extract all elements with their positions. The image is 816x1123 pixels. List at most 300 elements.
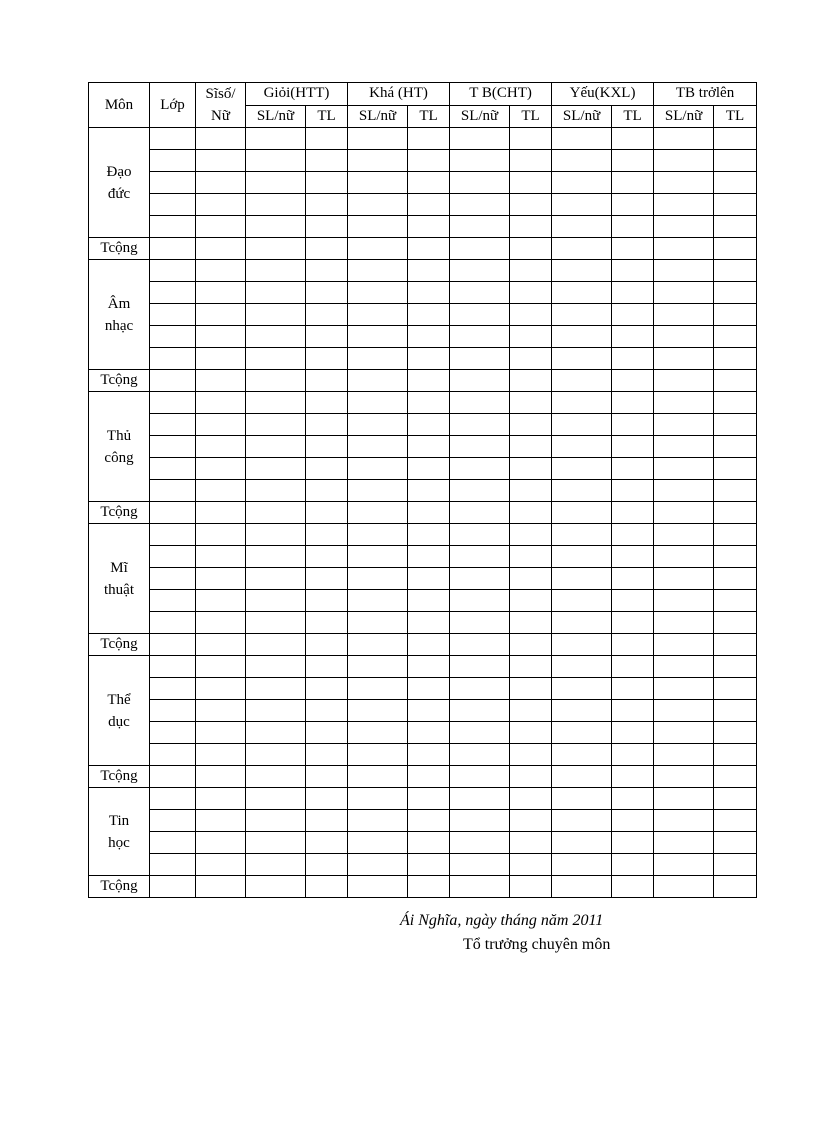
data-cell[interactable] bbox=[450, 392, 510, 414]
data-cell[interactable] bbox=[612, 700, 654, 722]
data-cell[interactable] bbox=[408, 546, 450, 568]
data-cell[interactable] bbox=[552, 128, 612, 150]
data-cell[interactable] bbox=[654, 744, 714, 766]
data-cell[interactable] bbox=[552, 194, 612, 216]
data-cell[interactable] bbox=[654, 832, 714, 854]
data-cell[interactable] bbox=[450, 414, 510, 436]
data-cell[interactable] bbox=[612, 260, 654, 282]
data-cell[interactable] bbox=[408, 304, 450, 326]
data-cell[interactable] bbox=[408, 524, 450, 546]
data-cell[interactable] bbox=[348, 700, 408, 722]
data-cell[interactable] bbox=[348, 480, 408, 502]
total-cell[interactable] bbox=[612, 766, 654, 788]
data-cell[interactable] bbox=[450, 854, 510, 876]
data-cell[interactable] bbox=[510, 590, 552, 612]
data-cell[interactable] bbox=[408, 810, 450, 832]
data-cell[interactable] bbox=[714, 260, 757, 282]
data-cell[interactable] bbox=[348, 458, 408, 480]
data-cell[interactable] bbox=[450, 326, 510, 348]
data-cell[interactable] bbox=[408, 392, 450, 414]
data-cell[interactable] bbox=[246, 700, 306, 722]
data-cell[interactable] bbox=[450, 436, 510, 458]
data-cell[interactable] bbox=[196, 172, 246, 194]
data-cell[interactable] bbox=[714, 546, 757, 568]
data-cell[interactable] bbox=[306, 216, 348, 238]
data-cell[interactable] bbox=[612, 414, 654, 436]
data-cell[interactable] bbox=[408, 194, 450, 216]
data-cell[interactable] bbox=[450, 568, 510, 590]
total-cell[interactable] bbox=[408, 238, 450, 260]
data-cell[interactable] bbox=[306, 260, 348, 282]
data-cell[interactable] bbox=[150, 656, 196, 678]
data-cell[interactable] bbox=[510, 128, 552, 150]
data-cell[interactable] bbox=[150, 722, 196, 744]
total-cell[interactable] bbox=[196, 370, 246, 392]
data-cell[interactable] bbox=[450, 546, 510, 568]
data-cell[interactable] bbox=[450, 282, 510, 304]
data-cell[interactable] bbox=[196, 326, 246, 348]
data-cell[interactable] bbox=[196, 854, 246, 876]
data-cell[interactable] bbox=[654, 590, 714, 612]
data-cell[interactable] bbox=[246, 414, 306, 436]
data-cell[interactable] bbox=[654, 326, 714, 348]
data-cell[interactable] bbox=[510, 546, 552, 568]
data-cell[interactable] bbox=[408, 678, 450, 700]
data-cell[interactable] bbox=[348, 436, 408, 458]
data-cell[interactable] bbox=[510, 700, 552, 722]
data-cell[interactable] bbox=[306, 854, 348, 876]
data-cell[interactable] bbox=[348, 656, 408, 678]
data-cell[interactable] bbox=[306, 810, 348, 832]
data-cell[interactable] bbox=[714, 722, 757, 744]
data-cell[interactable] bbox=[654, 722, 714, 744]
data-cell[interactable] bbox=[408, 282, 450, 304]
data-cell[interactable] bbox=[714, 414, 757, 436]
total-cell[interactable] bbox=[510, 238, 552, 260]
data-cell[interactable] bbox=[450, 810, 510, 832]
data-cell[interactable] bbox=[612, 150, 654, 172]
data-cell[interactable] bbox=[150, 458, 196, 480]
data-cell[interactable] bbox=[612, 854, 654, 876]
data-cell[interactable] bbox=[552, 326, 612, 348]
data-cell[interactable] bbox=[246, 546, 306, 568]
data-cell[interactable] bbox=[196, 788, 246, 810]
data-cell[interactable] bbox=[150, 216, 196, 238]
total-cell[interactable] bbox=[306, 370, 348, 392]
data-cell[interactable] bbox=[348, 216, 408, 238]
data-cell[interactable] bbox=[510, 414, 552, 436]
data-cell[interactable] bbox=[612, 304, 654, 326]
data-cell[interactable] bbox=[306, 546, 348, 568]
total-cell[interactable] bbox=[450, 370, 510, 392]
data-cell[interactable] bbox=[552, 722, 612, 744]
total-cell[interactable] bbox=[510, 370, 552, 392]
data-cell[interactable] bbox=[450, 524, 510, 546]
data-cell[interactable] bbox=[196, 524, 246, 546]
data-cell[interactable] bbox=[714, 194, 757, 216]
data-cell[interactable] bbox=[510, 304, 552, 326]
data-cell[interactable] bbox=[246, 480, 306, 502]
data-cell[interactable] bbox=[246, 568, 306, 590]
data-cell[interactable] bbox=[510, 854, 552, 876]
data-cell[interactable] bbox=[714, 810, 757, 832]
data-cell[interactable] bbox=[150, 326, 196, 348]
data-cell[interactable] bbox=[306, 832, 348, 854]
data-cell[interactable] bbox=[450, 832, 510, 854]
data-cell[interactable] bbox=[246, 832, 306, 854]
total-cell[interactable] bbox=[196, 876, 246, 898]
data-cell[interactable] bbox=[714, 128, 757, 150]
data-cell[interactable] bbox=[408, 612, 450, 634]
total-cell[interactable] bbox=[552, 238, 612, 260]
data-cell[interactable] bbox=[246, 524, 306, 546]
data-cell[interactable] bbox=[306, 480, 348, 502]
total-cell[interactable] bbox=[408, 502, 450, 524]
data-cell[interactable] bbox=[450, 744, 510, 766]
data-cell[interactable] bbox=[306, 414, 348, 436]
data-cell[interactable] bbox=[196, 348, 246, 370]
data-cell[interactable] bbox=[552, 810, 612, 832]
data-cell[interactable] bbox=[306, 722, 348, 744]
data-cell[interactable] bbox=[348, 788, 408, 810]
data-cell[interactable] bbox=[654, 150, 714, 172]
total-cell[interactable] bbox=[306, 876, 348, 898]
data-cell[interactable] bbox=[408, 150, 450, 172]
data-cell[interactable] bbox=[150, 546, 196, 568]
data-cell[interactable] bbox=[408, 480, 450, 502]
total-cell[interactable] bbox=[408, 634, 450, 656]
data-cell[interactable] bbox=[246, 656, 306, 678]
data-cell[interactable] bbox=[450, 172, 510, 194]
total-cell[interactable] bbox=[246, 876, 306, 898]
data-cell[interactable] bbox=[654, 568, 714, 590]
total-cell[interactable] bbox=[714, 876, 757, 898]
data-cell[interactable] bbox=[348, 744, 408, 766]
data-cell[interactable] bbox=[552, 260, 612, 282]
data-cell[interactable] bbox=[552, 854, 612, 876]
total-cell[interactable] bbox=[612, 370, 654, 392]
data-cell[interactable] bbox=[510, 810, 552, 832]
data-cell[interactable] bbox=[612, 788, 654, 810]
data-cell[interactable] bbox=[348, 854, 408, 876]
data-cell[interactable] bbox=[450, 458, 510, 480]
data-cell[interactable] bbox=[714, 150, 757, 172]
data-cell[interactable] bbox=[150, 854, 196, 876]
data-cell[interactable] bbox=[552, 282, 612, 304]
data-cell[interactable] bbox=[654, 656, 714, 678]
data-cell[interactable] bbox=[714, 568, 757, 590]
data-cell[interactable] bbox=[714, 678, 757, 700]
data-cell[interactable] bbox=[510, 722, 552, 744]
data-cell[interactable] bbox=[714, 524, 757, 546]
total-cell[interactable] bbox=[552, 370, 612, 392]
data-cell[interactable] bbox=[612, 480, 654, 502]
data-cell[interactable] bbox=[552, 480, 612, 502]
data-cell[interactable] bbox=[654, 172, 714, 194]
data-cell[interactable] bbox=[150, 150, 196, 172]
total-cell[interactable] bbox=[150, 766, 196, 788]
data-cell[interactable] bbox=[450, 700, 510, 722]
total-cell[interactable] bbox=[450, 238, 510, 260]
data-cell[interactable] bbox=[150, 480, 196, 502]
data-cell[interactable] bbox=[612, 458, 654, 480]
data-cell[interactable] bbox=[196, 216, 246, 238]
data-cell[interactable] bbox=[552, 458, 612, 480]
total-cell[interactable] bbox=[306, 766, 348, 788]
data-cell[interactable] bbox=[654, 194, 714, 216]
data-cell[interactable] bbox=[150, 700, 196, 722]
data-cell[interactable] bbox=[196, 700, 246, 722]
data-cell[interactable] bbox=[348, 194, 408, 216]
total-cell[interactable] bbox=[150, 370, 196, 392]
total-cell[interactable] bbox=[196, 634, 246, 656]
data-cell[interactable] bbox=[612, 722, 654, 744]
data-cell[interactable] bbox=[714, 436, 757, 458]
data-cell[interactable] bbox=[196, 612, 246, 634]
data-cell[interactable] bbox=[450, 590, 510, 612]
data-cell[interactable] bbox=[408, 854, 450, 876]
data-cell[interactable] bbox=[408, 172, 450, 194]
data-cell[interactable] bbox=[246, 216, 306, 238]
data-cell[interactable] bbox=[654, 348, 714, 370]
data-cell[interactable] bbox=[714, 744, 757, 766]
data-cell[interactable] bbox=[552, 832, 612, 854]
total-cell[interactable] bbox=[246, 238, 306, 260]
data-cell[interactable] bbox=[612, 282, 654, 304]
data-cell[interactable] bbox=[612, 744, 654, 766]
data-cell[interactable] bbox=[510, 194, 552, 216]
data-cell[interactable] bbox=[196, 282, 246, 304]
data-cell[interactable] bbox=[654, 128, 714, 150]
data-cell[interactable] bbox=[552, 436, 612, 458]
data-cell[interactable] bbox=[654, 414, 714, 436]
total-cell[interactable] bbox=[654, 238, 714, 260]
total-cell[interactable] bbox=[654, 502, 714, 524]
data-cell[interactable] bbox=[450, 216, 510, 238]
data-cell[interactable] bbox=[654, 810, 714, 832]
data-cell[interactable] bbox=[246, 326, 306, 348]
data-cell[interactable] bbox=[552, 172, 612, 194]
total-cell[interactable] bbox=[450, 766, 510, 788]
data-cell[interactable] bbox=[150, 590, 196, 612]
data-cell[interactable] bbox=[150, 810, 196, 832]
data-cell[interactable] bbox=[408, 744, 450, 766]
total-cell[interactable] bbox=[246, 502, 306, 524]
data-cell[interactable] bbox=[654, 524, 714, 546]
total-cell[interactable] bbox=[150, 876, 196, 898]
data-cell[interactable] bbox=[348, 524, 408, 546]
total-cell[interactable] bbox=[714, 634, 757, 656]
data-cell[interactable] bbox=[714, 590, 757, 612]
data-cell[interactable] bbox=[714, 304, 757, 326]
data-cell[interactable] bbox=[150, 612, 196, 634]
data-cell[interactable] bbox=[654, 282, 714, 304]
data-cell[interactable] bbox=[196, 436, 246, 458]
data-cell[interactable] bbox=[246, 392, 306, 414]
data-cell[interactable] bbox=[306, 678, 348, 700]
data-cell[interactable] bbox=[552, 656, 612, 678]
total-cell[interactable] bbox=[348, 370, 408, 392]
total-cell[interactable] bbox=[654, 876, 714, 898]
data-cell[interactable] bbox=[306, 612, 348, 634]
data-cell[interactable] bbox=[306, 744, 348, 766]
data-cell[interactable] bbox=[714, 326, 757, 348]
data-cell[interactable] bbox=[408, 326, 450, 348]
data-cell[interactable] bbox=[306, 326, 348, 348]
data-cell[interactable] bbox=[552, 590, 612, 612]
data-cell[interactable] bbox=[654, 458, 714, 480]
data-cell[interactable] bbox=[408, 436, 450, 458]
total-cell[interactable] bbox=[654, 634, 714, 656]
data-cell[interactable] bbox=[510, 392, 552, 414]
data-cell[interactable] bbox=[612, 326, 654, 348]
data-cell[interactable] bbox=[510, 744, 552, 766]
data-cell[interactable] bbox=[306, 458, 348, 480]
total-cell[interactable] bbox=[348, 876, 408, 898]
data-cell[interactable] bbox=[306, 128, 348, 150]
data-cell[interactable] bbox=[150, 414, 196, 436]
data-cell[interactable] bbox=[654, 216, 714, 238]
data-cell[interactable] bbox=[510, 216, 552, 238]
data-cell[interactable] bbox=[510, 282, 552, 304]
data-cell[interactable] bbox=[450, 788, 510, 810]
data-cell[interactable] bbox=[510, 656, 552, 678]
data-cell[interactable] bbox=[612, 656, 654, 678]
total-cell[interactable] bbox=[348, 634, 408, 656]
data-cell[interactable] bbox=[150, 194, 196, 216]
data-cell[interactable] bbox=[408, 590, 450, 612]
data-cell[interactable] bbox=[348, 546, 408, 568]
total-cell[interactable] bbox=[450, 634, 510, 656]
data-cell[interactable] bbox=[714, 392, 757, 414]
data-cell[interactable] bbox=[196, 656, 246, 678]
data-cell[interactable] bbox=[246, 282, 306, 304]
data-cell[interactable] bbox=[306, 348, 348, 370]
data-cell[interactable] bbox=[246, 788, 306, 810]
data-cell[interactable] bbox=[348, 260, 408, 282]
data-cell[interactable] bbox=[348, 678, 408, 700]
data-cell[interactable] bbox=[510, 678, 552, 700]
data-cell[interactable] bbox=[196, 744, 246, 766]
total-cell[interactable] bbox=[306, 634, 348, 656]
data-cell[interactable] bbox=[654, 304, 714, 326]
data-cell[interactable] bbox=[552, 788, 612, 810]
data-cell[interactable] bbox=[306, 436, 348, 458]
data-cell[interactable] bbox=[552, 568, 612, 590]
total-cell[interactable] bbox=[246, 766, 306, 788]
data-cell[interactable] bbox=[552, 678, 612, 700]
data-cell[interactable] bbox=[450, 304, 510, 326]
data-cell[interactable] bbox=[714, 458, 757, 480]
data-cell[interactable] bbox=[714, 348, 757, 370]
total-cell[interactable] bbox=[612, 634, 654, 656]
data-cell[interactable] bbox=[612, 216, 654, 238]
data-cell[interactable] bbox=[150, 304, 196, 326]
data-cell[interactable] bbox=[306, 568, 348, 590]
total-cell[interactable] bbox=[714, 502, 757, 524]
data-cell[interactable] bbox=[510, 524, 552, 546]
data-cell[interactable] bbox=[408, 832, 450, 854]
data-cell[interactable] bbox=[654, 700, 714, 722]
data-cell[interactable] bbox=[348, 810, 408, 832]
data-cell[interactable] bbox=[150, 260, 196, 282]
data-cell[interactable] bbox=[150, 788, 196, 810]
total-cell[interactable] bbox=[246, 370, 306, 392]
data-cell[interactable] bbox=[612, 678, 654, 700]
data-cell[interactable] bbox=[246, 612, 306, 634]
data-cell[interactable] bbox=[246, 810, 306, 832]
data-cell[interactable] bbox=[450, 612, 510, 634]
data-cell[interactable] bbox=[408, 656, 450, 678]
data-cell[interactable] bbox=[408, 458, 450, 480]
data-cell[interactable] bbox=[612, 172, 654, 194]
data-cell[interactable] bbox=[246, 260, 306, 282]
data-cell[interactable] bbox=[348, 326, 408, 348]
total-cell[interactable] bbox=[510, 766, 552, 788]
data-cell[interactable] bbox=[552, 150, 612, 172]
data-cell[interactable] bbox=[196, 810, 246, 832]
data-cell[interactable] bbox=[348, 612, 408, 634]
data-cell[interactable] bbox=[246, 436, 306, 458]
data-cell[interactable] bbox=[196, 480, 246, 502]
total-cell[interactable] bbox=[654, 766, 714, 788]
data-cell[interactable] bbox=[612, 546, 654, 568]
data-cell[interactable] bbox=[612, 590, 654, 612]
data-cell[interactable] bbox=[552, 348, 612, 370]
data-cell[interactable] bbox=[510, 832, 552, 854]
data-cell[interactable] bbox=[246, 854, 306, 876]
data-cell[interactable] bbox=[612, 436, 654, 458]
data-cell[interactable] bbox=[654, 854, 714, 876]
data-cell[interactable] bbox=[246, 194, 306, 216]
data-cell[interactable] bbox=[246, 590, 306, 612]
data-cell[interactable] bbox=[654, 678, 714, 700]
data-cell[interactable] bbox=[348, 172, 408, 194]
data-cell[interactable] bbox=[450, 150, 510, 172]
data-cell[interactable] bbox=[150, 524, 196, 546]
data-cell[interactable] bbox=[510, 260, 552, 282]
total-cell[interactable] bbox=[450, 502, 510, 524]
data-cell[interactable] bbox=[306, 392, 348, 414]
data-cell[interactable] bbox=[348, 304, 408, 326]
data-cell[interactable] bbox=[246, 678, 306, 700]
data-cell[interactable] bbox=[450, 722, 510, 744]
total-cell[interactable] bbox=[510, 634, 552, 656]
data-cell[interactable] bbox=[510, 612, 552, 634]
total-cell[interactable] bbox=[150, 238, 196, 260]
data-cell[interactable] bbox=[306, 194, 348, 216]
data-cell[interactable] bbox=[450, 260, 510, 282]
data-cell[interactable] bbox=[408, 722, 450, 744]
data-cell[interactable] bbox=[552, 700, 612, 722]
total-cell[interactable] bbox=[510, 502, 552, 524]
data-cell[interactable] bbox=[612, 128, 654, 150]
data-cell[interactable] bbox=[306, 172, 348, 194]
data-cell[interactable] bbox=[714, 656, 757, 678]
data-cell[interactable] bbox=[246, 722, 306, 744]
data-cell[interactable] bbox=[196, 392, 246, 414]
data-cell[interactable] bbox=[654, 788, 714, 810]
data-cell[interactable] bbox=[196, 568, 246, 590]
data-cell[interactable] bbox=[654, 436, 714, 458]
data-cell[interactable] bbox=[450, 480, 510, 502]
total-cell[interactable] bbox=[196, 766, 246, 788]
total-cell[interactable] bbox=[612, 502, 654, 524]
total-cell[interactable] bbox=[408, 876, 450, 898]
total-cell[interactable] bbox=[714, 370, 757, 392]
data-cell[interactable] bbox=[612, 194, 654, 216]
data-cell[interactable] bbox=[348, 348, 408, 370]
